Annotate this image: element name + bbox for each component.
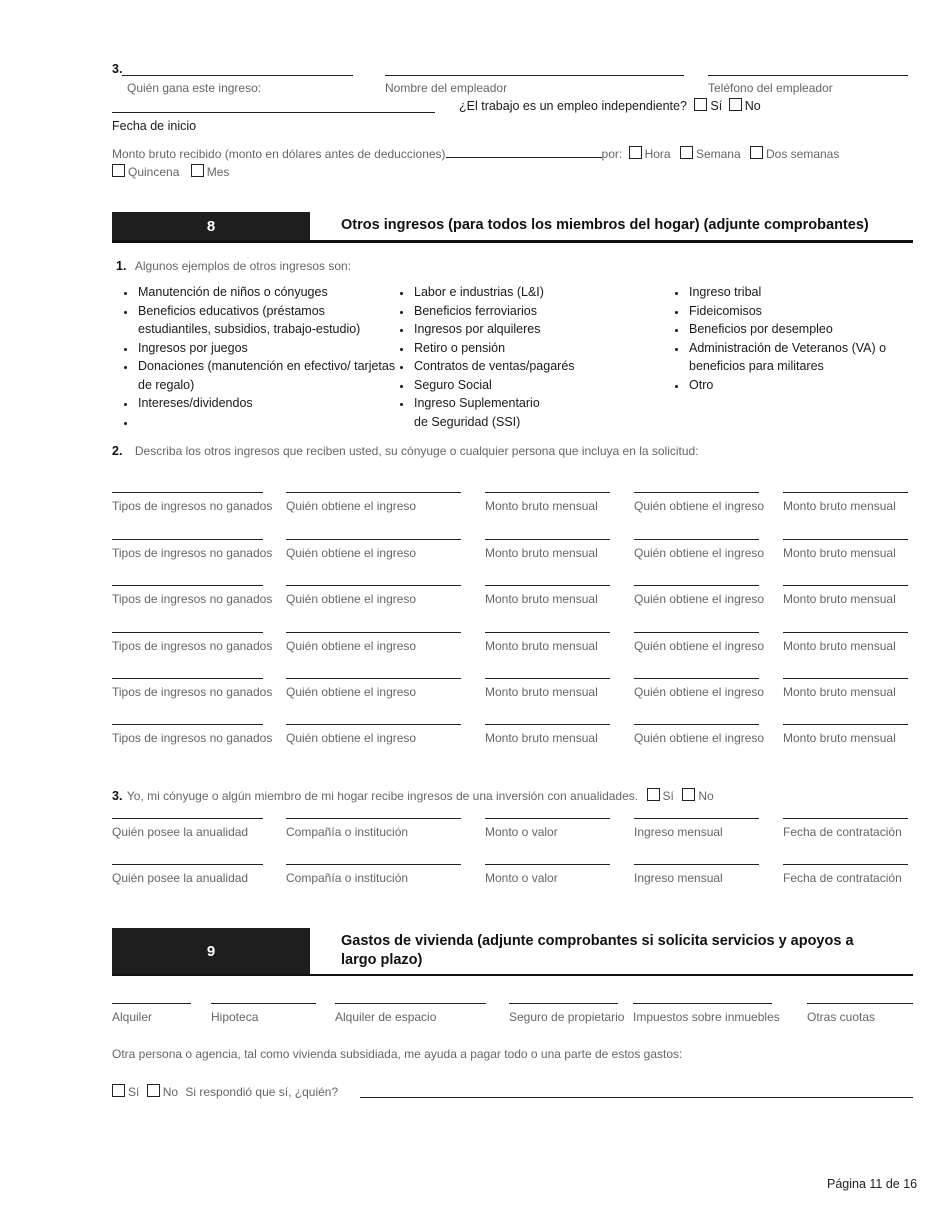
income-underline[interactable]: [112, 492, 263, 493]
biweekly-checkbox[interactable]: [112, 164, 125, 177]
expense-label: Hipoteca: [211, 1010, 259, 1024]
employer-phone-line[interactable]: [708, 75, 908, 76]
income-label: Quién obtiene el ingreso: [286, 639, 417, 653]
expense-field[interactable]: [509, 1003, 625, 1024]
list-item: • Ingreso tribal: [687, 283, 902, 302]
expense-underline[interactable]: [509, 1003, 618, 1004]
annuity-underline[interactable]: [485, 818, 610, 819]
income-label: Tipos de ingresos no ganados: [112, 592, 273, 606]
income-field[interactable]: [634, 724, 765, 745]
no-label: No: [744, 99, 761, 113]
annuity-underline[interactable]: [112, 864, 263, 865]
q3-number: 3.: [112, 789, 123, 803]
income-label: Monto bruto mensual: [783, 639, 896, 653]
employer-name-label: Nombre del empleador: [385, 81, 508, 95]
income-label: Monto bruto mensual: [485, 731, 598, 745]
annuity-field[interactable]: [634, 864, 759, 885]
income-field[interactable]: [112, 724, 273, 745]
list-item: • Contratos de ventas/pagarés: [412, 357, 622, 376]
income-label: Monto bruto mensual: [485, 592, 598, 606]
list-item: • Fideicomisos: [687, 302, 902, 321]
income-label: Monto bruto mensual: [783, 592, 896, 606]
income-underline[interactable]: [485, 585, 610, 586]
q2-row: [112, 442, 699, 460]
expense-field[interactable]: [335, 1003, 486, 1024]
annuity-label: Fecha de contratación: [783, 871, 902, 885]
income-underline[interactable]: [783, 724, 908, 725]
income-underline[interactable]: [485, 539, 610, 540]
employer-phone-label: Teléfono del empleador: [708, 81, 833, 95]
who-question: Si respondió que sí, ¿quién?: [185, 1085, 339, 1099]
income-field[interactable]: [485, 492, 610, 513]
expense-field[interactable]: [112, 1003, 191, 1024]
month-checkbox[interactable]: [191, 164, 204, 177]
income-field[interactable]: [286, 585, 461, 606]
expense-label: Seguro de propietario: [509, 1010, 625, 1024]
income-label: Monto bruto mensual: [783, 546, 896, 560]
income-field[interactable]: [485, 724, 610, 745]
section-8-title: Otros ingresos (para todos los miembros del hogar) (adjunte comprobantes): [341, 217, 869, 233]
annuity-field[interactable]: [286, 864, 461, 885]
annuity-field[interactable]: [783, 818, 908, 839]
yes-label: Sí: [128, 1085, 140, 1099]
income-underline[interactable]: [634, 632, 759, 633]
income-label: Tipos de ingresos no ganados: [112, 499, 273, 513]
income-field[interactable]: [485, 632, 610, 653]
annuity-field[interactable]: [634, 818, 759, 839]
annuity-underline[interactable]: [286, 864, 461, 865]
q1-text: Algunos ejemplos de otros ingresos son:: [134, 259, 352, 273]
income-field[interactable]: [112, 539, 273, 560]
annuity-field[interactable]: [485, 864, 610, 885]
income-label: Quién obtiene el ingreso: [634, 499, 765, 513]
income-field[interactable]: [783, 678, 908, 699]
income-label: Quién obtiene el ingreso: [634, 731, 765, 745]
two-weeks-label: Dos semanas: [765, 147, 840, 161]
yes-label: Sí: [662, 789, 674, 803]
annuity-underline[interactable]: [634, 818, 759, 819]
income-underline[interactable]: [485, 678, 610, 679]
income-underline[interactable]: [286, 724, 461, 725]
list-item: • Ingresos por juegos: [136, 339, 398, 358]
income-underline[interactable]: [783, 585, 908, 586]
expense-underline[interactable]: [633, 1003, 772, 1004]
no-label: No: [698, 789, 714, 803]
income-label: Quién obtiene el ingreso: [286, 731, 417, 745]
income-label: Quién obtiene el ingreso: [634, 685, 765, 699]
self-employed-question: ¿El trabajo es un empleo independiente?: [459, 99, 687, 113]
income-underline[interactable]: [286, 539, 461, 540]
income-underline[interactable]: [783, 539, 908, 540]
q2-number: 2.: [112, 444, 123, 458]
list-item: • Intereses/dividendos: [136, 394, 398, 413]
income-field[interactable]: [112, 585, 273, 606]
annuity-label: Compañía o institución: [286, 871, 409, 885]
list-item: • Retiro o pensión: [412, 339, 622, 358]
list-item: • Otro: [687, 376, 902, 395]
income-underline[interactable]: [634, 492, 759, 493]
income-underline[interactable]: [112, 632, 263, 633]
expense-label: Alquiler: [112, 1010, 153, 1024]
section-9-title: Gastos de vivienda (adjunte comprobantes si solicita servicios y apoyos a largo plazo): [341, 933, 854, 968]
expense-underline[interactable]: [335, 1003, 486, 1004]
annuity-underline[interactable]: [112, 818, 263, 819]
expense-field[interactable]: [633, 1003, 780, 1024]
list-item: • Beneficios ferroviarios: [412, 302, 622, 321]
income-field[interactable]: [783, 492, 908, 513]
income-underline[interactable]: [634, 678, 759, 679]
section-9-number: 9: [112, 928, 310, 974]
income-label: Quién obtiene el ingreso: [634, 639, 765, 653]
income-label: Quién obtiene el ingreso: [286, 685, 417, 699]
list-item: • Labor e industrias (L&I): [412, 283, 622, 302]
list-item: • Beneficios educativos (préstamos estudiantiles, subsidios, trabajo-estudio): [136, 302, 398, 339]
income-field[interactable]: [783, 539, 908, 560]
annuity-field[interactable]: [112, 864, 263, 885]
q3-text: Yo, mi cónyuge o algún miembro de mi hogar recibe ingresos de una inversión con anualidades.: [126, 789, 639, 803]
month-label: Mes: [206, 165, 230, 179]
list-item: • Beneficios por desempleo: [687, 320, 902, 339]
income-label: Quién obtiene el ingreso: [634, 546, 765, 560]
help-yes-checkbox[interactable]: [112, 1084, 125, 1097]
gross-amount-row: [112, 146, 839, 161]
income-field[interactable]: [634, 632, 765, 653]
annuity-label: Fecha de contratación: [783, 825, 902, 839]
income-field[interactable]: [286, 724, 461, 745]
annuity-underline[interactable]: [485, 864, 610, 865]
examples-col-2: [388, 283, 622, 431]
annuity-underline[interactable]: [783, 864, 908, 865]
expense-underline[interactable]: [211, 1003, 316, 1004]
q3-row: [112, 787, 714, 805]
gross-amount-line[interactable]: [446, 147, 602, 158]
list-item-blank: [136, 413, 398, 431]
income-label: Monto bruto mensual: [485, 546, 598, 560]
income-label: Monto bruto mensual: [783, 685, 896, 699]
income-field[interactable]: [112, 632, 273, 653]
annuity-field[interactable]: [783, 864, 908, 885]
annuity-field[interactable]: [485, 818, 610, 839]
week-checkbox[interactable]: [680, 146, 693, 159]
income-underline[interactable]: [783, 492, 908, 493]
income-label: Tipos de ingresos no ganados: [112, 731, 273, 745]
income-field[interactable]: [112, 678, 273, 699]
income-label: Monto bruto mensual: [783, 731, 896, 745]
help-no-checkbox[interactable]: [147, 1084, 160, 1097]
list-item: • Donaciones (manutención en efectivo/ tarjetas de regalo): [136, 357, 398, 394]
item-number: 3.: [112, 62, 123, 76]
frequency-row-2: [112, 164, 229, 179]
income-label: Monto bruto mensual: [485, 639, 598, 653]
income-field[interactable]: [783, 632, 908, 653]
income-label: Tipos de ingresos no ganados: [112, 685, 273, 699]
start-date-line[interactable]: [112, 112, 435, 113]
income-underline[interactable]: [112, 724, 263, 725]
income-field[interactable]: [783, 585, 908, 606]
yes-label: Sí: [710, 99, 723, 113]
examples-col-3: [663, 283, 902, 394]
list-item: • Seguro Social: [412, 376, 622, 395]
income-label: Monto bruto mensual: [783, 499, 896, 513]
expense-underline[interactable]: [112, 1003, 191, 1004]
employer-name-line[interactable]: [385, 75, 684, 76]
income-label: Monto bruto mensual: [485, 685, 598, 699]
q1-number: 1.: [116, 259, 127, 273]
expense-field[interactable]: [211, 1003, 316, 1024]
income-underline[interactable]: [485, 724, 610, 725]
income-field[interactable]: [485, 539, 610, 560]
page-number: Página 11 de 16: [827, 1177, 918, 1191]
help-answer-row: [112, 1084, 338, 1099]
income-field[interactable]: [286, 678, 461, 699]
income-label: Tipos de ingresos no ganados: [112, 546, 273, 560]
income-label: Quién obtiene el ingreso: [634, 592, 765, 606]
income-field[interactable]: [485, 678, 610, 699]
annuity-field[interactable]: [286, 818, 461, 839]
annuity-label: Monto o valor: [485, 871, 558, 885]
income-underline[interactable]: [112, 539, 263, 540]
no-label: No: [162, 1085, 179, 1099]
help-text: Otra persona o agencia, tal como vivienda subsidiada, me ayuda a pagar todo o una parte de estos gastos:: [112, 1047, 683, 1061]
hour-checkbox[interactable]: [629, 146, 642, 159]
income-underline[interactable]: [485, 492, 610, 493]
income-underline[interactable]: [783, 632, 908, 633]
income-field[interactable]: [634, 539, 765, 560]
income-underline[interactable]: [286, 632, 461, 633]
annuity-label: Ingreso mensual: [634, 825, 723, 839]
list-item: • Manutención de niños o cónyuges: [136, 283, 398, 302]
list-item: • Ingreso Suplementario de Seguridad (SSI): [412, 394, 554, 431]
income-field[interactable]: [634, 585, 765, 606]
income-label: Quién obtiene el ingreso: [286, 592, 417, 606]
income-underline[interactable]: [112, 585, 263, 586]
income-underline[interactable]: [783, 678, 908, 679]
income-field[interactable]: [634, 492, 765, 513]
list-item: • Administración de Veteranos (VA) o beneficios para militares: [687, 339, 902, 376]
annuity-label: Quién posee la anualidad: [112, 871, 249, 885]
income-underline[interactable]: [286, 585, 461, 586]
income-underline[interactable]: [634, 585, 759, 586]
expense-label: Otras cuotas: [807, 1010, 876, 1024]
annuity-underline[interactable]: [783, 818, 908, 819]
self-employed-question-row: [459, 98, 761, 113]
start-date-label: Fecha de inicio: [112, 119, 197, 133]
expense-label: Alquiler de espacio: [335, 1010, 437, 1024]
income-field[interactable]: [634, 678, 765, 699]
annuity-yes-checkbox[interactable]: [647, 788, 660, 801]
income-field[interactable]: [112, 492, 273, 513]
income-underline[interactable]: [485, 632, 610, 633]
expense-field[interactable]: [807, 1003, 913, 1024]
two-weeks-checkbox[interactable]: [750, 146, 763, 159]
annuity-label: Compañía o institución: [286, 825, 409, 839]
annuity-underline[interactable]: [286, 818, 461, 819]
annuity-label: Monto o valor: [485, 825, 558, 839]
income-underline[interactable]: [286, 492, 461, 493]
examples-col-1: [112, 283, 398, 431]
gross-amount-label: Monto bruto recibido (monto en dólares antes de deducciones): [112, 147, 446, 161]
income-field[interactable]: [485, 585, 610, 606]
who-helps-line[interactable]: [360, 1097, 913, 1098]
income-field[interactable]: [286, 632, 461, 653]
list-item: • Ingresos por alquileres: [412, 320, 622, 339]
annuity-label: Quién posee la anualidad: [112, 825, 249, 839]
income-field[interactable]: [783, 724, 908, 745]
expense-underline[interactable]: [807, 1003, 913, 1004]
income-underline[interactable]: [634, 724, 759, 725]
section-9-rule: [112, 974, 913, 976]
self-employed-no-checkbox[interactable]: [729, 98, 742, 111]
who-earns-label: Quién gana este ingreso:: [127, 81, 262, 95]
income-underline[interactable]: [286, 678, 461, 679]
income-label: Quién obtiene el ingreso: [286, 499, 417, 513]
hour-label: Hora: [644, 147, 671, 161]
annuity-label: Ingreso mensual: [634, 871, 723, 885]
per-label: por:: [601, 147, 623, 161]
biweekly-label: Quincena: [128, 165, 180, 179]
q1-row: [116, 257, 351, 275]
income-label: Tipos de ingresos no ganados: [112, 639, 273, 653]
expense-label: Impuestos sobre inmuebles: [633, 1010, 780, 1024]
self-employed-yes-checkbox[interactable]: [694, 98, 707, 111]
income-label: Quién obtiene el ingreso: [286, 546, 417, 560]
q2-text: Describa los otros ingresos que reciben usted, su cónyuge o cualquier persona que incluya en la solicitud:: [134, 444, 699, 458]
who-earns-line[interactable]: [122, 75, 353, 76]
annuity-underline[interactable]: [634, 864, 759, 865]
week-label: Semana: [695, 147, 741, 161]
income-underline[interactable]: [112, 678, 263, 679]
section-8-number: 8: [112, 212, 310, 240]
section-8-rule: [112, 240, 913, 243]
income-field[interactable]: [286, 539, 461, 560]
annuity-no-checkbox[interactable]: [682, 788, 695, 801]
annuity-field[interactable]: [112, 818, 263, 839]
income-label: Monto bruto mensual: [485, 499, 598, 513]
income-field[interactable]: [286, 492, 461, 513]
income-underline[interactable]: [634, 539, 759, 540]
